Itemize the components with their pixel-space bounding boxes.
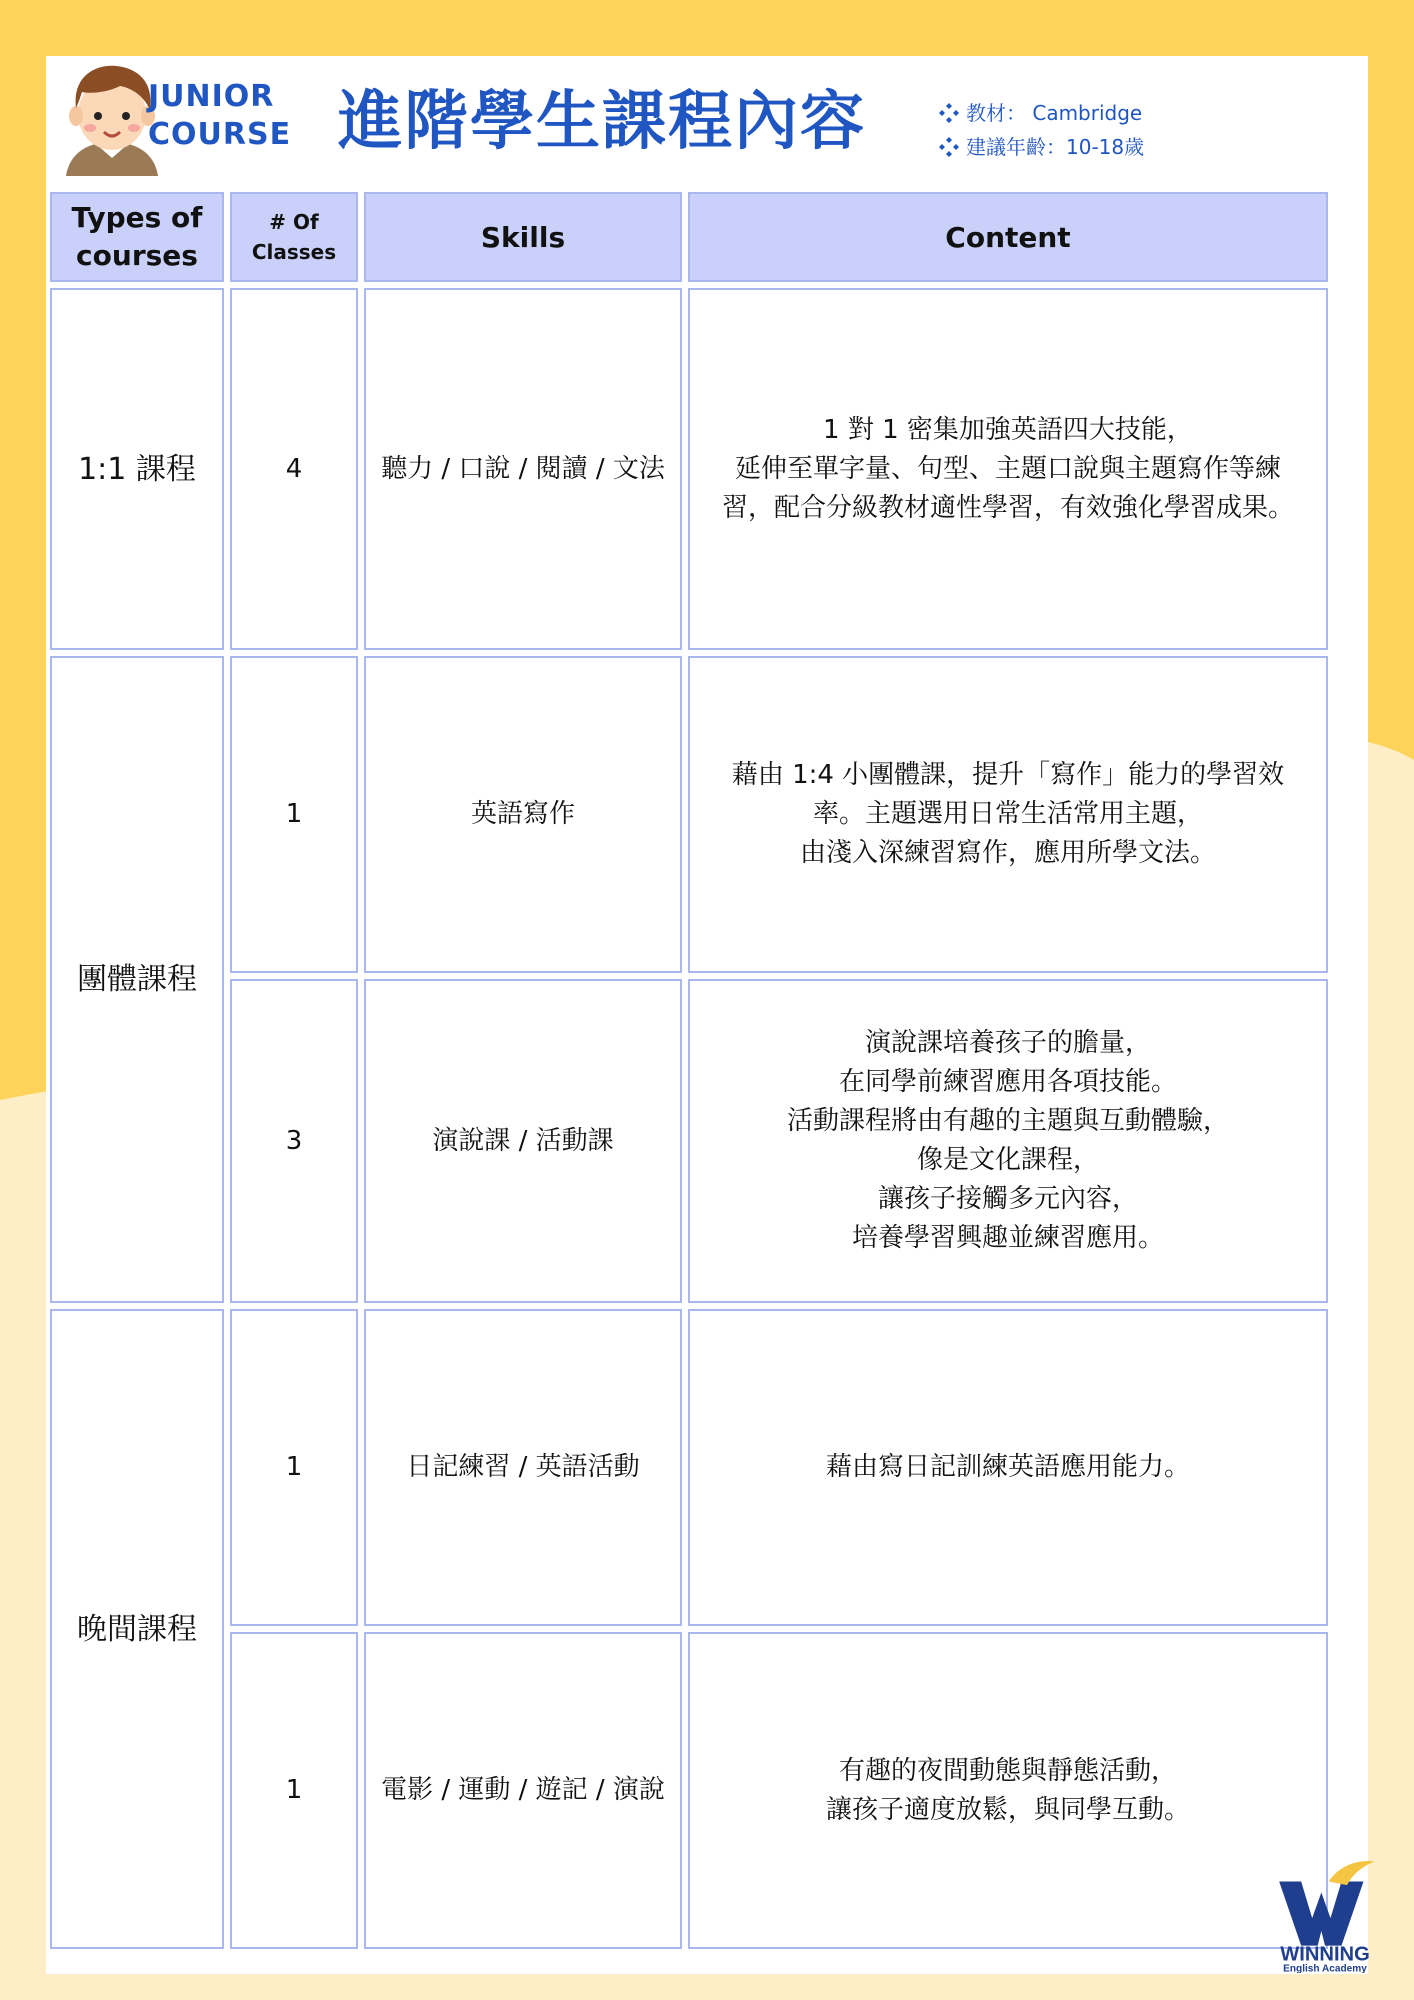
- skills-cell: 聽力 / 口說 / 閱讀 / 文法: [364, 288, 682, 650]
- table-row: [50, 288, 1328, 650]
- skills-cell: 演說課 / 活動課: [364, 979, 682, 1303]
- content-cell: [688, 1309, 1328, 1626]
- skills-cell: 電影 / 運動 / 遊記 / 演說: [364, 1632, 682, 1949]
- content-cell: [688, 288, 1328, 650]
- content-line: 由淺入深練習寫作，應用所學文法。: [799, 838, 1216, 868]
- classes-cell: 1: [230, 1632, 358, 1949]
- header-content: Content: [688, 192, 1328, 282]
- content-line: 藉由 1:4 小團體課，提升「寫作」能力的學習效: [731, 760, 1285, 790]
- content-cell: [688, 979, 1328, 1303]
- meta-info: [938, 96, 1144, 164]
- logo-subtitle: English Academy: [1283, 1963, 1367, 1974]
- table-row: [50, 1632, 1328, 1949]
- meta-age-text: 建議年齡：10-18歲: [966, 135, 1145, 159]
- table-header-row: [50, 192, 1328, 282]
- diamond-bullet-icon: [938, 102, 960, 124]
- content-line: 在同學前練習應用各項技能。: [838, 1067, 1177, 1097]
- meta-material: [938, 96, 1144, 130]
- classes-cell: 4: [230, 288, 358, 650]
- brand-line-1: JUNIOR: [148, 79, 275, 114]
- page-title: 進階學生課程內容: [338, 85, 866, 159]
- header-types: [50, 192, 224, 282]
- classes-cell: 3: [230, 979, 358, 1303]
- header-classes-line-1: # Of: [269, 210, 319, 234]
- brand-line-2: COURSE: [148, 117, 292, 152]
- page-card: [46, 56, 1368, 1974]
- diamond-bullet-icon: [938, 136, 960, 158]
- content-line: 讓孩子接觸多元內容，: [877, 1184, 1138, 1214]
- winning-w-logo: [1270, 1854, 1380, 1973]
- course-type-cell: 晚間課程: [50, 1309, 224, 1949]
- content-line: 演說課培養孩子的膽量，: [864, 1028, 1151, 1058]
- content-line: 培養學習興趣並練習應用。: [851, 1223, 1164, 1253]
- content-line: 習，配合分級教材適性學習，有效強化學習成果。: [721, 492, 1294, 523]
- course-type-cell: 團體課程: [50, 656, 224, 1303]
- brand-label: [148, 78, 291, 154]
- table-row: [50, 656, 1328, 973]
- table-row: [50, 1309, 1328, 1626]
- table-row: [50, 979, 1328, 1303]
- content-line: 活動課程將由有趣的主題與互動體驗，: [786, 1106, 1229, 1136]
- header-types-line-1: Types of: [71, 201, 203, 234]
- classes-cell: 1: [230, 1309, 358, 1626]
- content-line: 1 對 1 密集加強英語四大技能，: [823, 414, 1193, 445]
- header-classes-line-2: Classes: [251, 240, 337, 264]
- course-table: [44, 186, 1334, 1955]
- skills-cell: 日記練習 / 英語活動: [364, 1309, 682, 1626]
- content-line: 有趣的夜間動態與靜態活動，: [838, 1755, 1177, 1786]
- meta-age: [938, 130, 1144, 164]
- meta-material-text: 教材： Cambridge: [966, 101, 1143, 125]
- course-type-cell: 1:1 課程: [50, 288, 224, 650]
- skills-cell: 英語寫作: [364, 656, 682, 973]
- logo-name: WINNING: [1280, 1943, 1370, 1966]
- header-classes: [230, 192, 358, 282]
- content-line: 藉由寫日記訓練英語應用能力。: [825, 1452, 1190, 1482]
- content-line: 讓孩子適度放鬆，與同學互動。: [825, 1794, 1190, 1825]
- header-skills: Skills: [364, 192, 682, 282]
- classes-cell: 1: [230, 656, 358, 973]
- content-line: 率。主題選用日常生活常用主題，: [812, 799, 1203, 829]
- content-line: 像是文化課程，: [916, 1145, 1099, 1175]
- content-cell: [688, 656, 1328, 973]
- content-line: 延伸至單字量、句型、主題口說與主題寫作等練: [734, 453, 1281, 484]
- content-cell: [688, 1632, 1328, 1949]
- header-types-line-2: courses: [76, 239, 198, 272]
